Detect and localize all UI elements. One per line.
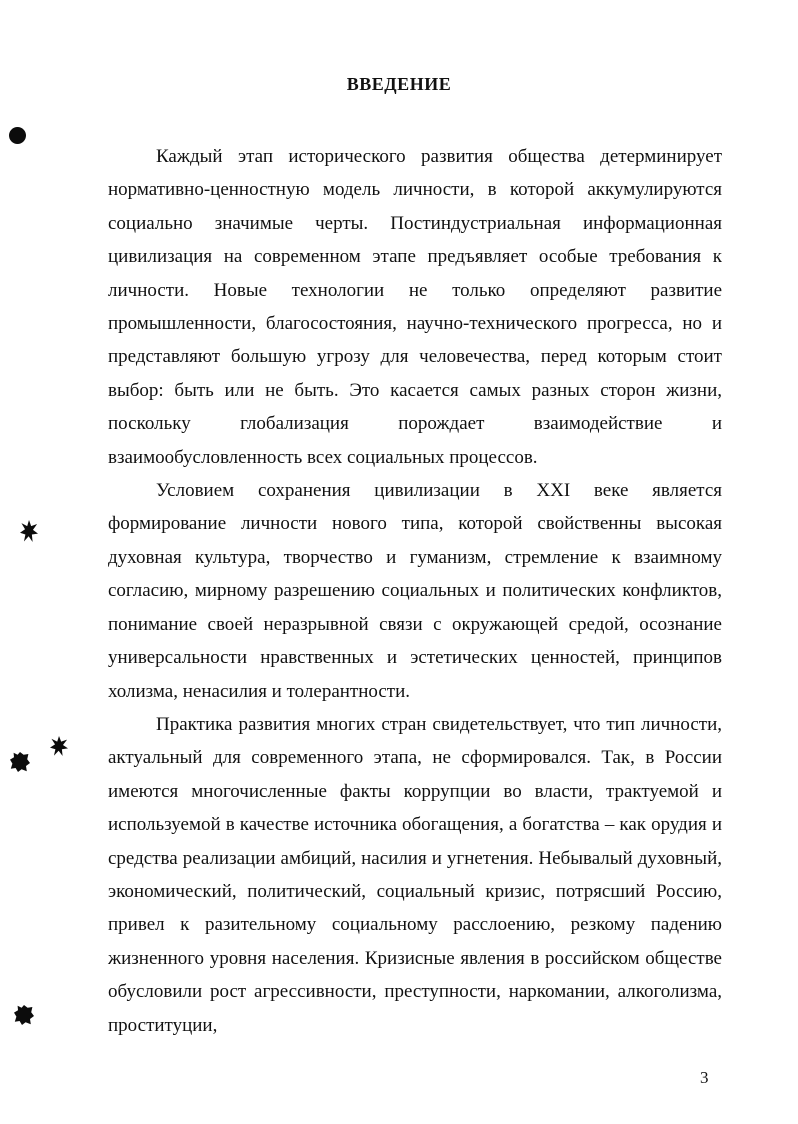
paragraph-1: Каждый этап исторического развития общества детерминирует нормативно-ценностную модель личности, в которой аккумулируются социально значимые черты. Постиндустриальная информационная цивилизация на современном этапе предъявляет особые требования к личности. Новые технологии не только определяют развитие промышленности, благосостояния, научно-технического прогресса, но и представляют большую угрозу для человечества, перед которым стоит выбор: быть или не быть. Это касается самых разных сторон жизни, поскольку глобализация порождает взаимодействие и взаимообусловленность всех социальных процессов. <box>108 146 722 468</box>
body-text <box>108 140 722 1042</box>
paragraph-3: Практика развития многих стран свидетельствует, что тип личности, актуальный для современного этапа, не сформировался. Так, в России имеются многочисленные факты коррупции во власти, трактуемой и используемой в качестве источника обогащения, а богатства – как орудия и средства реализации амбиций, насилия и угнетения. Небывалый духовный, экономический, политический, социальный кризис, потрясший Россию, привел к разительному социальному расслоению, резкому падению жизненного уровня населения. Кризисные явления в российском обществе обусловили рост агрессивности, преступности, наркомании, алкоголизма, проституции, <box>108 713 722 1036</box>
ink-blot-mark <box>10 752 30 772</box>
page-number: 3 <box>700 1068 709 1087</box>
paragraph-2: Условием сохранения цивилизации в XXI веке является формирование личности нового типа, которой свойственны высокая духовная культура, творчество и гуманизм, стремление к взаимному согласию, мирному разрешению социальных и политических конфликтов, понимание своей неразрывной связи с окружающей средой, осознание универсальности нравственных и эстетических ценностей, принципов холизма, ненасилия и толерантности. <box>108 480 722 702</box>
ink-blot-mark <box>50 736 68 756</box>
ink-blot-mark <box>20 520 38 542</box>
ink-blot-mark <box>14 1005 34 1025</box>
page-title: ВВЕДЕНИЕ <box>346 74 452 94</box>
hole-punch-mark <box>9 127 26 144</box>
